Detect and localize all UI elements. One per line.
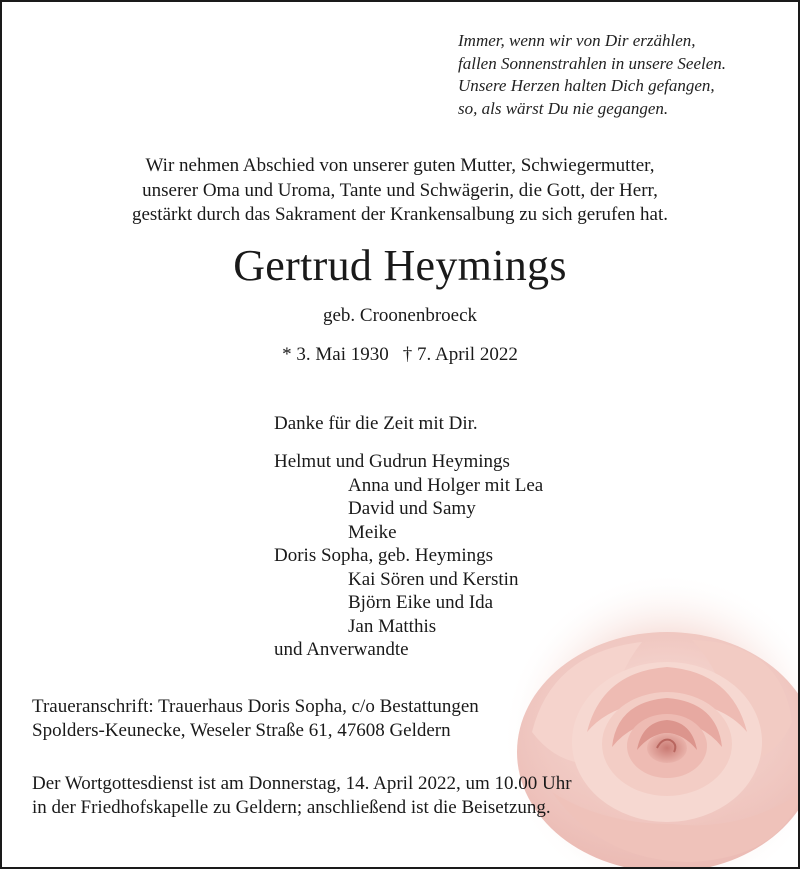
service-info	[32, 772, 572, 820]
service-line: in der Friedhofskapelle zu Geldern; anschließend ist die Beisetzung.	[32, 797, 551, 818]
poem-line: Unsere Herzen halten Dich gefangen,	[458, 76, 715, 95]
family-member: Jan Matthis	[348, 615, 437, 637]
family-member: David und Samy	[348, 498, 476, 519]
life-dates	[2, 343, 798, 367]
service-line: Der Wortgottesdienst ist am Donnerstag, 14. April 2022, um 10.00 Uhr	[32, 773, 572, 794]
deceased-name: Gertrud Heymings	[233, 241, 567, 290]
intro-text	[2, 154, 798, 228]
poem-line: fallen Sonnenstrahlen in unsere Seelen.	[458, 53, 727, 73]
birth-date: * 3. Mai 1930	[282, 344, 389, 365]
thanks-line: Danke für die Zeit mit Dir.	[274, 413, 478, 434]
intro-line: gestärkt durch das Sakrament der Krankensalbung zu sich gerufen hat.	[131, 204, 669, 225]
intro-line: Wir nehmen Abschied von unserer guten Mutter, Schwiegermutter,	[145, 155, 655, 176]
family-member: Doris Sopha, geb. Heymings	[274, 545, 494, 566]
family-member: Anna und Holger mit Lea	[348, 474, 544, 496]
poem-line: so, als wärst Du nie gegangen.	[458, 98, 669, 118]
poem-line: Immer, wenn wir von Dir erzählen,	[458, 31, 696, 50]
mourning-address	[32, 695, 479, 743]
family-member: Kai Sören und Kerstin	[348, 568, 519, 590]
death-date: † 7. April 2022	[402, 344, 518, 365]
poem	[458, 30, 788, 120]
family-member: Helmut und Gudrun Heymings	[274, 451, 510, 472]
family-member: Björn Eike und Ida	[348, 592, 494, 613]
family-member: Meike	[348, 521, 397, 543]
family-member: und Anverwandte	[274, 639, 409, 660]
maiden-name: geb. Croonenbroeck	[322, 305, 478, 326]
intro-line: unserer Oma und Uroma, Tante und Schwägerin, die Gott, der Herr,	[142, 179, 658, 201]
address-line: Traueranschrift: Trauerhaus Doris Sopha, c/o Bestattungen	[32, 696, 479, 717]
address-line: Spolders-Keunecke, Weseler Straße 61, 47608 Geldern	[32, 720, 451, 741]
family-list	[274, 450, 543, 662]
